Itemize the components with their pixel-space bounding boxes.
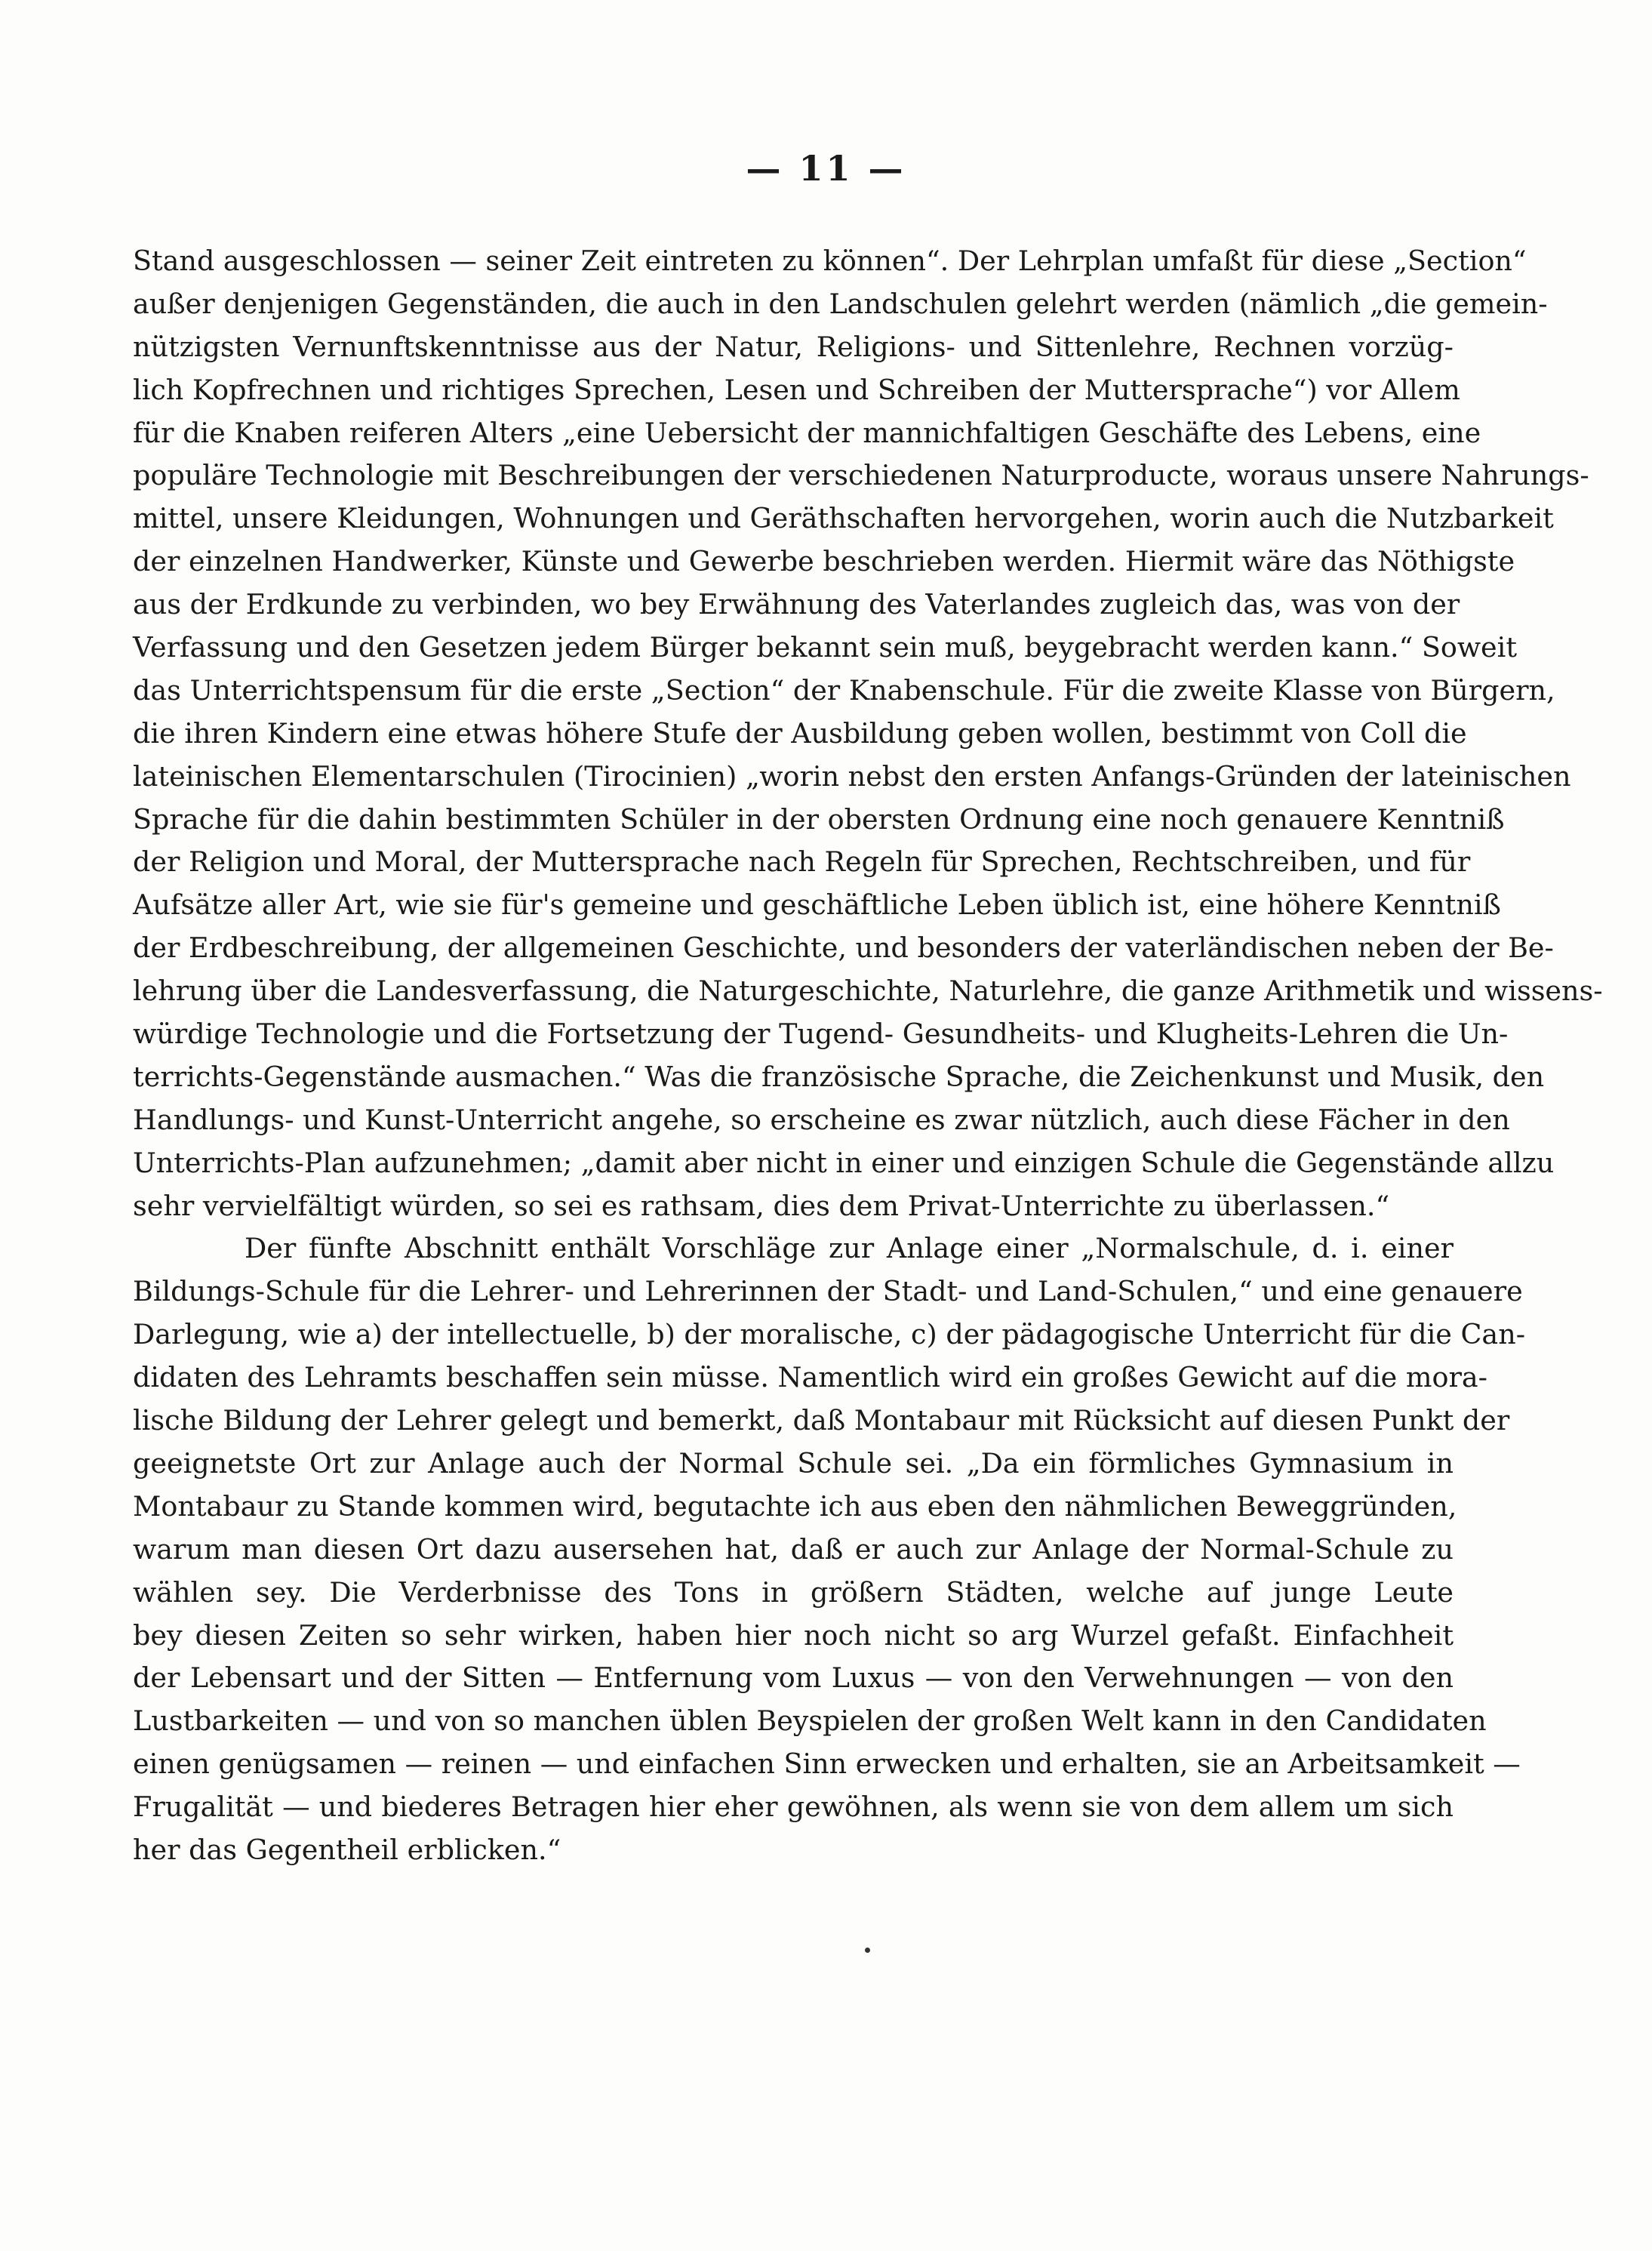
text-line: Lustbarkeiten — und von so manchen üblen Beyspielen der großen Welt kann in den Candidaten [133,1704,1487,1738]
text-line: lische Bildung der Lehrer gelegt und bemerkt, daß Montabaur mit Rücksicht auf diesen Punkt der [133,1404,1510,1437]
text-line: warum man diesen Ort dazu ausersehen hat, daß er auch zur Anlage der Normal-Schule zu [133,1532,1454,1566]
text-line: didaten des Lehramts beschaffen sein müsse. Namentlich wird ein großes Gewicht auf die mora- [133,1361,1488,1394]
text-line: Bildungs-Schule für die Lehrer- und Lehrerinnen der Stadt- und Land-Schulen,“ und eine genauere [133,1275,1523,1308]
text-line: der Lebensart und der Sitten — Entfernung vom Luxus — von den Verwehnungen — von den [133,1661,1454,1695]
text-line: terrichts-Gegenstände ausmachen.“ Was die französische Sprache, die Zeichenkunst und Musik, den [133,1060,1545,1093]
body-text [133,240,1603,1872]
text-line: Frugalität — und biederes Betragen hier eher gewöhnen, als wenn sie von dem allem um sich [133,1791,1454,1824]
text-line: würdige Technologie und die Fortsetzung der Tugend- Gesundheits- und Klugheits-Lehren die Un- [133,1018,1509,1051]
page-number: — 11 — [746,148,906,189]
paragraph-2 [133,1227,1526,1871]
text-line: lateinischen Elementarschulen (Tirocinien) „worin nebst den ersten Anfangs-Gründen der lateinischen [133,759,1571,793]
paragraph-1 [133,240,1603,1227]
text-line: lehrung über die Landesverfassung, die Naturgeschichte, Naturlehre, die ganze Arithmetik und wissens- [133,975,1603,1008]
text-line: der Erdbeschreibung, der allgemeinen Geschichte, und besonders der vaterländischen neben der Be- [133,932,1554,965]
text-line: Verfassung und den Gesetzen jedem Bürger bekannt sein muß, beygebracht werden kann.“ Soweit [133,631,1518,664]
text-line: der Religion und Moral, der Muttersprache nach Regeln für Sprechen, Rechtschreiben, und für [133,845,1471,879]
text-line: nützigsten Vernunftskenntnisse aus der Natur, Religions- und Sittenlehre, Rechnen vorzüg- [133,330,1454,363]
text-line: Stand ausgeschlossen — seiner Zeit eintreten zu können“. Der Lehrplan umfaßt für diese „Section“ [133,245,1527,277]
text-line: Sprache für die dahin bestimmten Schüler in der obersten Ordnung eine noch genauere Kenntniß [133,802,1505,836]
text-line: für die Knaben reiferen Alters „eine Uebersicht der mannichfaltigen Geschäfte des Lebens, eine [133,416,1481,449]
text-line: der einzelnen Handwerker, Künste und Gewerbe beschrieben werden. Hiermit wäre das Nöthigste [133,545,1515,578]
text-line: her das Gegentheil erblicken.“ [133,1833,561,1866]
text-line: geeignetste Ort zur Anlage auch der Normal Schule sei. „Da ein förmliches Gymnasium in [133,1446,1454,1480]
text-line: Aufsätze aller Art, wie sie für's gemeine und geschäftliche Leben üblich ist, eine höhere Kenntniß [133,888,1501,922]
text-line: wählen sey. Die Verderbnisse des Tons in größern Städten, welche auf junge Leute [133,1575,1454,1609]
text-line: außer denjenigen Gegenständen, die auch in den Landschulen gelehrt werden (nämlich „die gemein- [133,287,1548,320]
text-line: Unterrichts-Plan aufzunehmen; „damit aber nicht in einer und einzigen Schule die Gegenstände allzu [133,1146,1555,1179]
text-line: die ihren Kindern eine etwas höhere Stufe der Ausbildung geben wollen, bestimmt von Coll die [133,716,1467,750]
text-line: bey diesen Zeiten so sehr wirken, haben hier noch nicht so arg Wurzel gefaßt. Einfachheit [133,1618,1454,1652]
text-line: einen genügsamen — reinen — und einfachen Sinn erwecken und erhalten, sie an Arbeitsamkeit — [133,1748,1521,1781]
text-line: Montabaur zu Stande kommen wird, begutachte ich aus eben den nähmlichen Beweggründen, [133,1489,1457,1523]
text-line: sehr vervielfältigt würden, so sei es rathsam, dies dem Privat-Unterrichte zu überlassen.“ [133,1189,1390,1222]
text-line: populäre Technologie mit Beschreibungen der verschiedenen Naturproducte, woraus unsere Nahrungs- [133,459,1589,492]
text-line: Handlungs- und Kunst-Unterricht angehe, so erscheine es zwar nützlich, auch diese Fächer in den [133,1103,1510,1136]
ink-dot [865,1948,870,1953]
text-line: Der fünfte Abschnitt enthält Vorschläge zur Anlage einer „Normalschule, d. i. einer [245,1232,1454,1265]
text-line: Darlegung, wie a) der intellectuelle, b) der moralische, c) der pädagogische Unterricht für die Can- [133,1318,1526,1351]
text-line: lich Kopfrechnen und richtiges Sprechen, Lesen und Schreiben der Muttersprache“) vor Allem [133,373,1460,406]
text-line: das Unterrichtspensum für die erste „Section“ der Knabenschule. Für die zweite Klasse von Bürgern, [133,673,1555,707]
text-line: aus der Erdkunde zu verbinden, wo bey Erwähnung des Vaterlandes zugleich das, was von der [133,588,1460,621]
text-line: mittel, unsere Kleidungen, Wohnungen und Geräthschaften hervorgehen, worin auch die Nutzbarkeit [133,502,1554,535]
